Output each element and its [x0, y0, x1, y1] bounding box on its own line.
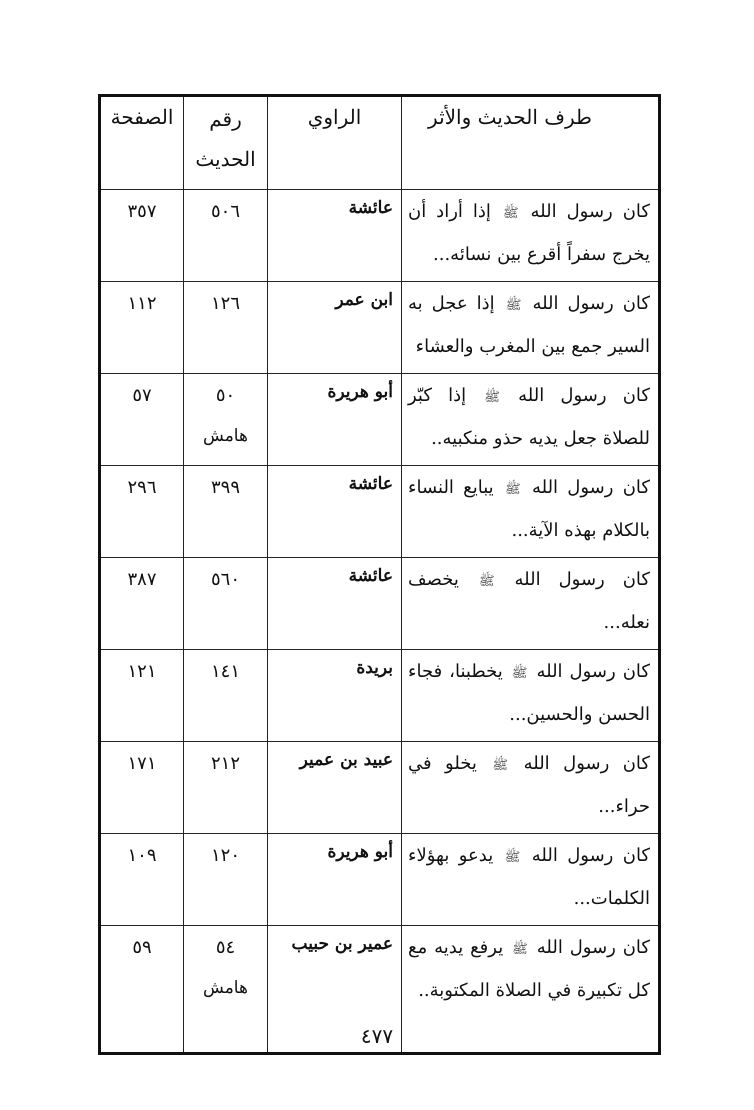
hadith-text-start: كان رسول الله — [532, 293, 650, 314]
hadith-number-cell — [184, 558, 268, 650]
hadith-number-cell — [184, 834, 268, 926]
table-row — [100, 834, 660, 926]
hadith-text-start: كان رسول الله — [518, 385, 650, 406]
table-row — [100, 558, 660, 650]
hadith-number: ١٢٦ — [210, 293, 240, 314]
hadith-text-rest: يبايع النساء بالكلام بهذه الآية... — [408, 477, 650, 541]
narrator-cell: بريدة — [268, 650, 402, 742]
salawat-symbol: ﷺ — [492, 758, 509, 773]
hadith-text-cell — [402, 742, 660, 834]
table-row — [100, 374, 660, 466]
page-cell: ٢٩٦ — [100, 466, 184, 558]
narrator-cell: عبيد بن عمير — [268, 742, 402, 834]
salawat-symbol: ﷺ — [504, 850, 521, 865]
hadith-number: ٣٩٩ — [210, 477, 240, 498]
header-narrator: الراوي — [268, 96, 402, 190]
hadith-number: ١٤١ — [210, 661, 240, 682]
hadith-text-rest: يخصف نعله... — [408, 569, 650, 633]
hadith-text-rest: يدعو بهؤلاء الكلمات... — [408, 845, 650, 909]
narrator-cell: أبو هريرة — [268, 374, 402, 466]
page-cell: ٣٥٧ — [100, 190, 184, 282]
salawat-symbol: ﷺ — [478, 574, 495, 589]
hadith-number-cell — [184, 650, 268, 742]
table-row — [100, 742, 660, 834]
page-number: ٤٧٧ — [360, 1024, 394, 1048]
hadith-text-cell — [402, 466, 660, 558]
narrator-cell: عائشة — [268, 558, 402, 650]
hadith-text-start: كان رسول الله — [531, 477, 650, 498]
narrator-cell: ابن عمر — [268, 282, 402, 374]
hadith-text-rest: إذا أراد أن يخرج سفراً أقرع بين نسائه... — [408, 201, 650, 265]
page-cell: ٣٨٧ — [100, 558, 184, 650]
page-cell: ١١٢ — [100, 282, 184, 374]
header-hadith-number: رقم الحديث — [184, 96, 268, 190]
hadith-text-cell — [402, 190, 660, 282]
salawat-symbol: ﷺ — [484, 390, 500, 405]
hadith-number-cell — [184, 742, 268, 834]
salawat-symbol: ﷺ — [504, 482, 521, 497]
hadith-number: ٢١٢ — [210, 753, 240, 774]
page-cell: ١٢١ — [100, 650, 184, 742]
hadith-text-rest: إذا عجل به السير جمع بين المغرب والعشاء — [408, 293, 650, 357]
hadith-index-table — [98, 94, 661, 1055]
hadith-number: ١٢٠ — [210, 845, 240, 866]
hadith-text-rest: يخلو في حراء... — [408, 753, 650, 817]
page-cell: ١٠٩ — [100, 834, 184, 926]
hadith-text-rest: يرفع يديه مع كل تكبيرة في الصلاة المكتوبة.. — [408, 937, 650, 1001]
table-row — [100, 190, 660, 282]
table-row — [100, 466, 660, 558]
salawat-symbol: ﷺ — [505, 298, 522, 313]
hadith-number-cell — [184, 374, 268, 466]
hadith-text-cell — [402, 282, 660, 374]
hadith-text-rest: يخطبنا، فجاء الحسن والحسين... — [408, 661, 650, 725]
salawat-symbol: ﷺ — [502, 206, 519, 221]
hadith-text-start: كان رسول الله — [536, 661, 650, 682]
hadith-text-start: كان رسول الله — [514, 569, 650, 590]
table-row — [100, 282, 660, 374]
table-header-row — [100, 96, 660, 190]
footnote-marker: هامش — [203, 978, 248, 998]
hadith-number: ٥٠ — [215, 385, 236, 406]
narrator-cell: عائشة — [268, 190, 402, 282]
footnote-marker: هامش — [203, 426, 248, 446]
hadith-number: ٥٤ — [215, 937, 236, 958]
header-page: الصفحة — [100, 96, 184, 190]
hadith-text-start: كان رسول الله — [523, 753, 650, 774]
salawat-symbol: ﷺ — [512, 942, 528, 957]
hadith-text-start: كان رسول الله — [530, 201, 650, 222]
hadith-text-start: كان رسول الله — [531, 845, 650, 866]
hadith-text-cell — [402, 650, 660, 742]
narrator-cell: عمير بن حبيب — [268, 926, 402, 1054]
hadith-text-start: كان رسول الله — [536, 937, 650, 958]
hadith-text-cell — [402, 558, 660, 650]
header-hadith-text: طرف الحديث والأثر — [402, 96, 660, 190]
hadith-text-rest: إذا كبّر للصلاة جعل يديه حذو منكبيه.. — [408, 385, 650, 449]
hadith-number: ٥٦٠ — [210, 569, 240, 590]
narrator-cell: عائشة — [268, 466, 402, 558]
hadith-number-cell — [184, 282, 268, 374]
hadith-text-cell — [402, 374, 660, 466]
page-cell: ٥٧ — [100, 374, 184, 466]
hadith-number-cell — [184, 190, 268, 282]
hadith-number: ٥٠٦ — [210, 201, 240, 222]
table-row — [100, 650, 660, 742]
page-cell: ٥٩ — [100, 926, 184, 1054]
hadith-number-cell — [184, 466, 268, 558]
hadith-text-cell — [402, 834, 660, 926]
page-cell: ١٧١ — [100, 742, 184, 834]
salawat-symbol: ﷺ — [511, 666, 528, 681]
narrator-cell: أبو هريرة — [268, 834, 402, 926]
